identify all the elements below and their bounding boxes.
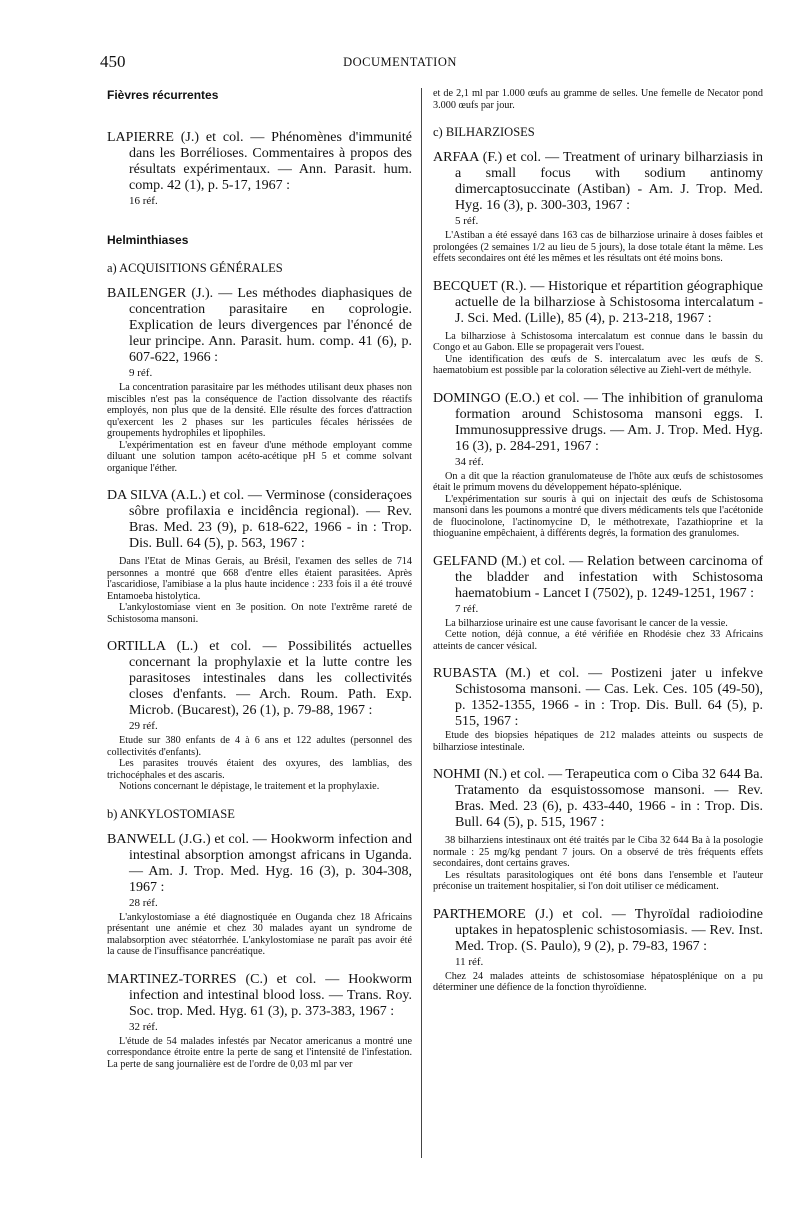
abstract-paragraph: Chez 24 malades atteints de schistosomiase hépatosplénique on a pu déterminer une défience de la fonction thyroïdienne. — [433, 970, 763, 993]
abstract-paragraph: Notions concernant le dépistage, le traitement et la prophylaxie. — [119, 781, 380, 792]
abstract-paragraph: L'étude de 54 malades infestés par Necator americanus a montré une correspondance étroite entre la perte de sang et l'intensité de l'infestation. La perte de sang journalière est de l'ordre de 0,03 ml par ver — [107, 1035, 412, 1070]
abstract-paragraph: Dans l'Etat de Minas Gerais, au Brésil, l'examen des selles de 714 personnes a montré que 668 d'entre elles étaient parasitées. Après l'ascaridiose, l'amibiase a la plus haute incidence : 233 fois il a été trouvé Entamoeba histolytica. — [107, 556, 412, 602]
subsection-heading: b) ANKYLOSTOMIASE — [107, 806, 235, 821]
reference-count: 16 réf. — [129, 195, 158, 207]
reference-entry — [433, 767, 763, 893]
abstract-paragraph: Les résultats parasitologiques ont été bons dans l'ensemble et l'auteur préconise un traitement hospitalier, si l'on doit utiliser ce médicament. — [433, 869, 763, 892]
reference-citation: LAPIERRE (J.) et col. — Phénomènes d'immunité dans les Borrélioses. Commentaires à propos des résultats expérimentaux. — Ann. Parasit. hum. comp. 42 (1), p. 5-17, 1967 : — [107, 130, 412, 193]
reference-entry — [433, 279, 763, 377]
reference-count: 9 réf. — [129, 367, 153, 379]
section-heading: Fièvres récurrentes — [107, 88, 219, 102]
abstract-paragraph: Etude des biopsies hépatiques de 212 malades atteints ou suspects de bilharziose intestinale. — [433, 730, 763, 753]
abstract-paragraph: Une identification des œufs de S. intercalatum avec les œufs de S. haematobium est possible par la coloration sélective au Ziehl-vert de méthyle. — [433, 353, 763, 376]
abstract-paragraph: L'ankylostomiase a été diagnostiquée en Ouganda chez 18 Africains présentant une anémie et chez 30 malades ayant un syndrome de malabsorption avec stéatorrhée. L'ankylostomiase ne paraît pas avoir été la cause de l'insuffisance pancréatique. — [107, 911, 412, 957]
reference-citation: BECQUET (R.). — Historique et répartition géographique actuelle de la bilharziose à Schistosoma intercalatum - J. Sci. Med. (Lille), 85 (4), p. 213-218, 1967 : — [433, 278, 763, 326]
page-number: 450 — [100, 52, 126, 71]
reference-citation: ORTILLA (L.) et col. — Possibilités actuelles concernant la prophylaxie et la lutte contre les parasitoses intestinales dans les collectivités closes d'enfants. — Arch. Roum. Path. Exp. Microb. (Bucarest), 26 (1), p. 79-88, 1967 : — [107, 639, 412, 718]
left-column — [107, 88, 412, 1074]
column-divider — [421, 88, 422, 1158]
abstract-paragraph: 38 bilharziens intestinaux ont été traités par le Ciba 32 644 Ba à la posologie normale : 25 mg/kg pendant 7 jours. On a observé de très fréquents effets secondaires, dont certains graves. — [433, 835, 763, 869]
abstract-continuation: et de 2,1 ml par 1.000 œufs au gramme de selles. Une femelle de Necator pond 3.000 œufs par jour. — [433, 88, 763, 111]
reference-citation: GELFAND (M.) et col. — Relation between carcinoma of the bladder and infestation with Schistosoma haematobium - Lancet I (7502), p. 1249-1251, 1967 : — [433, 553, 763, 601]
reference-entry — [433, 150, 763, 265]
abstract-paragraph: La bilharziose à Schistosoma intercalatum est connue dans le bassin du Congo et au Gabon. Elle se propagerait vers l'ouest. — [433, 330, 763, 353]
abstract-paragraph: La concentration parasitaire par les méthodes utilisant deux phases non miscibles n'est pas la conséquence de l'action dissolvante des réactifs employés, non plus que de la densité. Elle résulte des forces d'attraction qu'exercent les 2 phases sur les particules fécales hérissées de groupements hydrophiles et lipophiles. — [107, 382, 412, 439]
abstract-paragraph: L'expérimentation est en faveur d'une méthode employant comme diluant une solution tampon acéto-acétique pH 5 et comme solvant organique l'éther. — [107, 439, 412, 474]
abstract-paragraph: L'Astiban a été essayé dans 163 cas de bilharziose urinaire à doses faibles et prolongées (2 semaines 1/2 au lieu de 5 jours), la dose totale étant la même. Les effets secondaires ont été les mêmes et les résultats ont été moins bons. — [433, 230, 763, 264]
running-head: DOCUMENTATION — [343, 55, 457, 69]
reference-count: 34 réf. — [455, 455, 484, 468]
reference-citation: NOHMI (N.) et col. — Terapeutica com o Ciba 32 644 Ba. Tratamento da esquistossomose mansoni. — Rev. Bras. Med. 23 (6), p. 433-440, 1966 - in : Trop. Dis. Bull. 64 (5), p. 515, 1967 : — [433, 767, 764, 830]
reference-count: 11 réf. — [455, 955, 484, 968]
reference-count: 28 réf. — [129, 896, 158, 909]
abstract-paragraph: L'ankylostomiase vient en 3e position. On note l'extrême rareté de Schistosoma mansoni. — [107, 602, 412, 625]
reference-entry — [107, 972, 412, 1071]
right-column — [433, 88, 763, 998]
reference-citation: DA SILVA (A.L.) et col. — Verminose (consideraçoes sôbre profilaxia e incidência regional). — Rev. Bras. Med. 23 (9), p. 618-622, 1966 - in : Trop. Dis. Bull. 64 (5), p. 563, 1967 : — [107, 488, 412, 551]
reference-citation: MARTINEZ-TORRES (C.) et col. — Hookworm infection and intestinal blood loss. — Trans. Roy. Soc. trop. Med. Hyg. 61 (3), p. 373-383, 1967 : — [107, 971, 412, 1019]
reference-entry — [107, 639, 412, 793]
reference-entry — [433, 391, 763, 540]
reference-count: 32 réf. — [129, 1020, 158, 1033]
subsection-heading: a) ACQUISITIONS GÉNÉRALES — [107, 261, 283, 275]
reference-count: 5 réf. — [455, 215, 479, 227]
abstract-paragraph: Etude sur 380 enfants de 4 à 6 ans et 122 adultes (personnel des collectivités d'enfants). — [107, 735, 412, 758]
reference-entry — [107, 130, 412, 207]
abstract-paragraph: L'expérimentation sur souris à qui on injectait des œufs de Schistosoma mansoni dans les poumons a montré que divers médicaments tels que l'acétonide de fluocinolone, l'actinomycine D, le méthotrexate, l'azathioprine et la thioguanine empêchaient, à différents degrés, la formation des granulomes. — [433, 493, 763, 539]
subsection-heading: c) BILHARZIOSES — [433, 125, 535, 139]
reference-count: 29 réf. — [129, 720, 158, 732]
reference-entry — [433, 907, 763, 994]
reference-entry — [107, 286, 412, 474]
reference-citation: DOMINGO (E.O.) et col. — The inhibition of granuloma formation around Schistosoma mansoni eggs. I. Immunosuppressive drugs. — Am. J. Trop. Med. Hyg. 16 (3), p. 284-291, 1967 : — [433, 390, 763, 454]
reference-entry — [107, 832, 412, 958]
reference-citation: ARFAA (F.) et col. — Treatment of urinary bilharziasis in a small focus with sodium antinomy dimercaptosuccinate (Astiban) - Am. J. Trop. Med. Hyg. 16 (3), p. 300-303, 1967 : — [433, 150, 763, 213]
reference-citation: PARTHEMORE (J.) et col. — Thyroïdal radioiodine uptakes in hepatosplenic schistosomiasis. — Rev. Inst. Med. Trop. (S. Paulo), 9 (2), p. 79-83, 1967 : — [433, 906, 763, 954]
reference-citation: BANWELL (J.G.) et col. — Hookworm infection and intestinal absorption amongst africans in Uganda. — Am. J. Trop. Med. Hyg. 16 (3), p. 304-308, 1967 : — [107, 831, 412, 895]
abstract-paragraph: Cette notion, déjà connue, a été vérifiée en Rhodésie chez 33 Africains atteints de cancer vésical. — [433, 629, 763, 652]
reference-entry — [433, 666, 763, 753]
section-heading: Helminthiases — [107, 233, 189, 247]
abstract-paragraph: La bilharziose urinaire est une cause favorisant le cancer de la vessie. — [445, 617, 728, 629]
abstract-paragraph: Les parasites trouvés étaient des oxyures, des lamblias, des trichocéphales et des ascaris. — [107, 758, 412, 781]
page-header — [100, 52, 700, 74]
reference-entry — [107, 488, 412, 625]
reference-citation: RUBASTA (M.) et col. — Postizeni jater u infekve Schistosoma mansoni. — Cas. Lek. Ces. 105 (49-50), p. 1352-1355, 1966 - in : Trop. Dis. Bull. 64 (5), p. 515, 1967 : — [433, 666, 763, 729]
reference-citation: BAILENGER (J.). — Les méthodes diaphasiques de concentration parasitaire en coprologie. Explication de leurs divergences par l'énoncé de leur principe. Ann. Parasit. hum. comp. 41 (6), p. 607-622, 1966 : — [107, 286, 412, 365]
reference-count: 7 réf. — [455, 602, 479, 615]
reference-entry — [433, 554, 763, 653]
abstract-paragraph: On a dit que la réaction granulomateuse de l'hôte aux œufs de schistosomes était le primum movens du développement hépato-splénique. — [433, 470, 763, 493]
